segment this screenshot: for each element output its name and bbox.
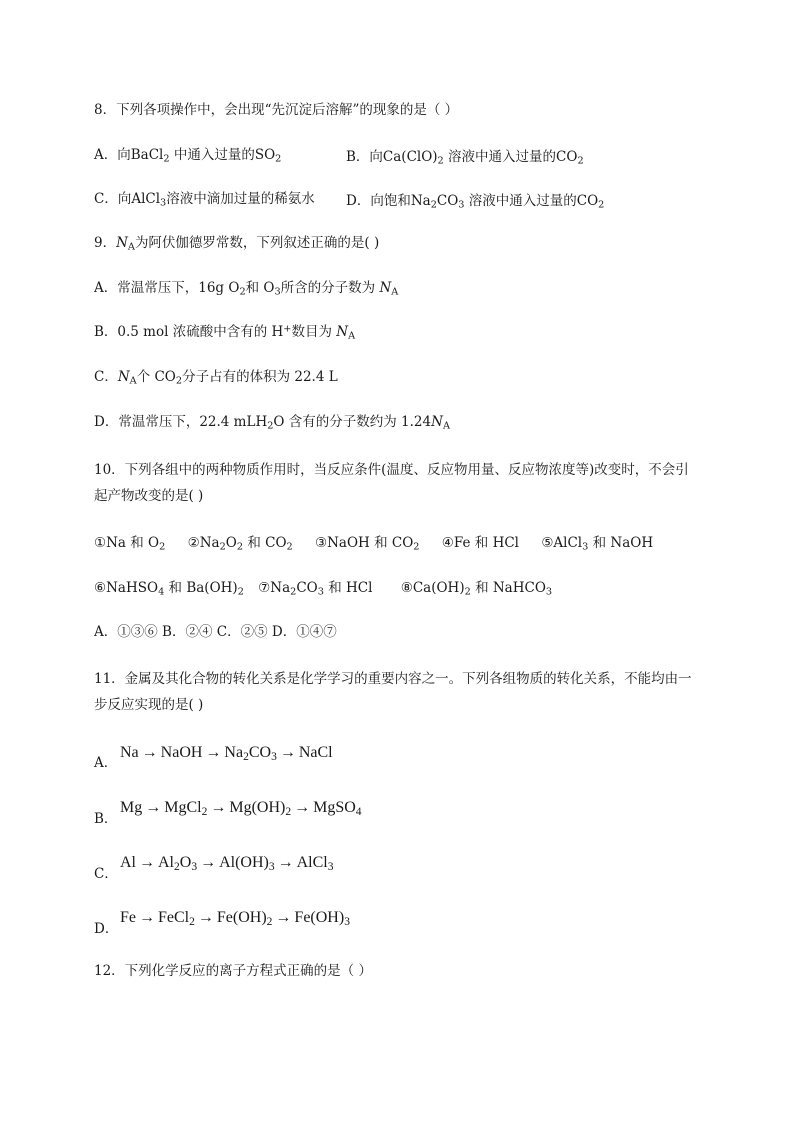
q9-option-d: D．常温常压下，22.4 mLH$_2$O 含有的分子数约为 $1.24N_A$ (94, 414, 450, 432)
q11-option-c-formula: $Al \to Al_2O_3 \to Al(OH)_3$ → AlCl$_3$ (120, 854, 334, 873)
q8-option-d: D．向饱和$Na_2CO_3$ 溶液中通入过量的$CO_2$ (346, 193, 605, 211)
q11-option-a-formula: Na → NaOH → $Na_2CO_3$ → NaCl (120, 744, 333, 763)
q8-option-c: C．向AlCl$_3$溶液中滴加过量的稀氨水 (94, 191, 315, 209)
q11-option-d-label: D． (94, 921, 119, 937)
q11-option-b-formula: Mg → MgCl$_2$ → $Mg(OH)_2$ → MgSO$_4$ (120, 799, 362, 818)
q10-stem: 10．下列各组中的两种物质作用时，当反应条件(温度、反应物用量、反应物浓度等)改变时，不会引起产物改变的是( ) (94, 462, 689, 504)
q9-option-a: A．常温常压下，16g $O_2$和 $O_3$所含的分子数为 $N_A$ (94, 280, 399, 298)
q9-stem: 9．$N_A$为阿伏伽德罗常数，下列叙述正确的是( ) (94, 235, 380, 253)
q9-option-c: C．$N_A$个 $CO_2$分子占有的体积为 22.4 L (94, 369, 338, 387)
q11-stem: 11．金属及其化合物的转化关系是化学学习的重要内容之一。下列各组物质的转化关系，不能均由一步反应实现的是( ) (94, 671, 692, 713)
q12-stem: 12．下列化学反应的离子方程式正确的是（ ） (94, 963, 372, 979)
q10-items-row2: ⑥NaHSO$_4$ 和 $Ba(OH)_2$ $⑦Na_2CO_3$ 和 HCl $⑧Ca(OH)_2$ 和 NaHCO$_3$ (94, 580, 553, 598)
q11-option-a-label: A． (94, 755, 118, 771)
q8-option-b: B．向$Ca(ClO)_2$ 溶液中通入过量的$CO_2$ (346, 149, 584, 167)
q8-option-a: A．向BaCl$_2$ 中通入过量的$SO_2$ (94, 147, 282, 165)
q11-option-b-label: B． (94, 811, 118, 827)
q10-options: A．①③⑥ B．②④ C．②⑤ D．①④⑦ (94, 624, 337, 640)
q8-stem: 8．下列各项操作中，会出现“先沉淀后溶解”的现象的是（ ） (94, 102, 459, 118)
q9-option-b: B．0.5 mol 浓硫酸中含有的 H+数目为 $N_A$ (94, 323, 356, 342)
q11-option-c-label: C． (94, 866, 118, 882)
q11-option-d-formula: Fe → FeCl$_2$ → $Fe(OH)_2 \to Fe(OH)_3$ (120, 909, 350, 928)
q10-items-row1: ①Na 和 $O_2$ $②Na_2O_2$ 和 $CO_2$ ③NaOH 和 $CO_2$ ④Fe 和 HCl ⑤AlCl$_3$ 和 NaOH (94, 535, 654, 553)
